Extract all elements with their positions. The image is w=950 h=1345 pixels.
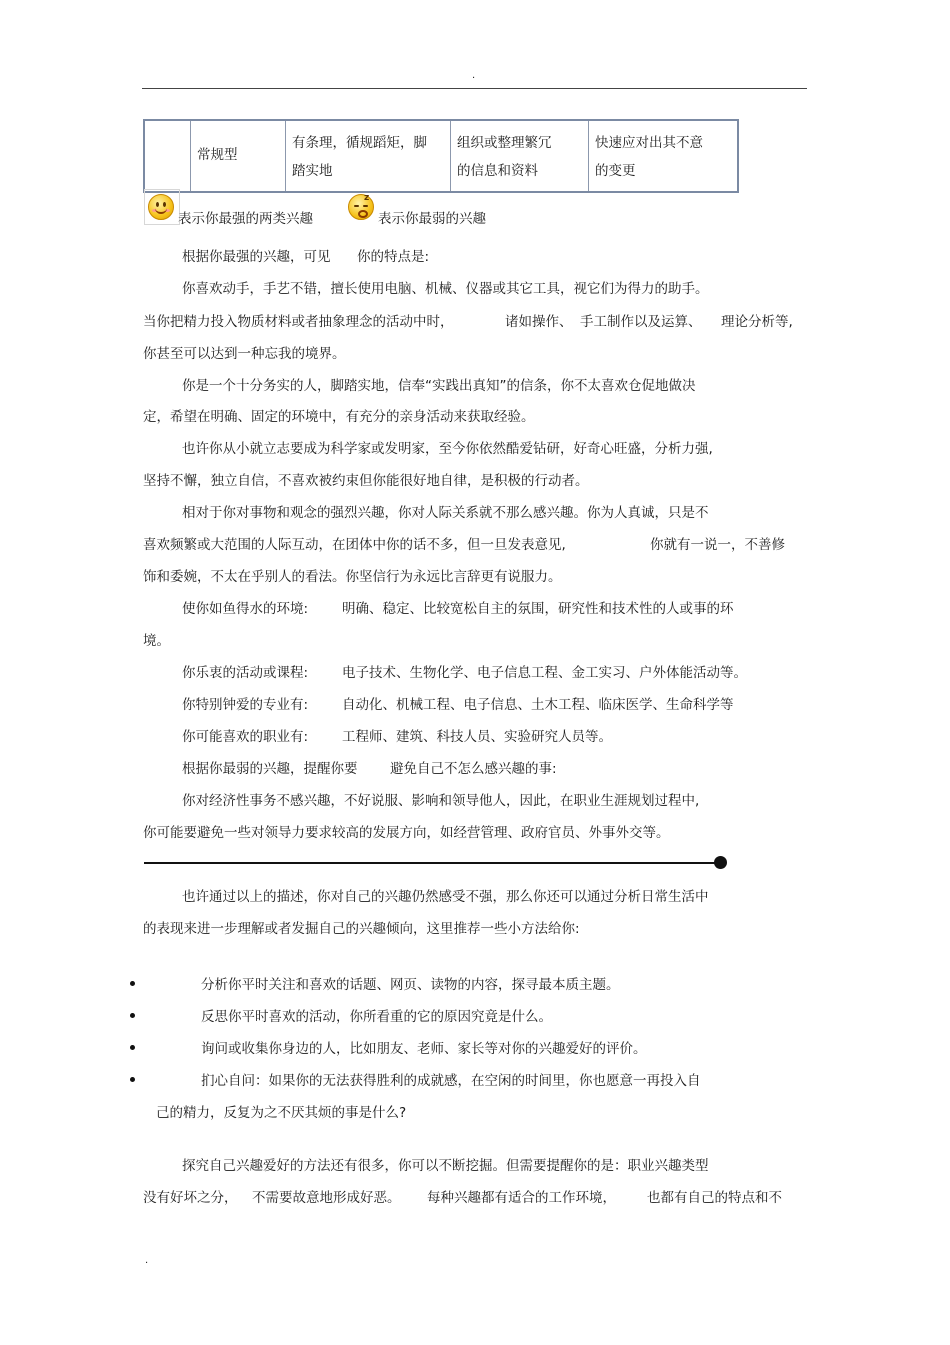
header-rule: [142, 88, 807, 89]
bullet-dot: [130, 1045, 135, 1050]
sleepy-face-icon: z: [348, 194, 374, 220]
table-row: [144, 120, 738, 192]
text-line: 你对经济性事务不感兴趣，不好说服、影响和领导他人，因此，在职业生涯规划过程中,: [182, 793, 700, 809]
text-line: 也许你从小就立志要成为科学家或发明家，至今你依然酷爱钻研，好奇心旺盛，分析力强,: [182, 441, 713, 457]
cell-line: 的变更: [595, 163, 636, 179]
text-line: 电子技术、生物化学、电子信息工程、金工实习、户外体能活动等。: [342, 665, 747, 681]
text-line: 根据你最强的兴趣，可见: [182, 249, 331, 265]
text-line: 每种兴趣都有适合的工作环境，: [427, 1190, 616, 1206]
cell-line: 快速应对出其不意: [595, 135, 703, 151]
bullet-dot: [130, 1077, 135, 1082]
text-line: 探究自己兴趣爱好的方法还有很多，你可以不断挖掘。但需要提醒你的是：职业兴趣类型: [182, 1158, 709, 1174]
cell-line: 踏实地: [292, 163, 333, 179]
text-line: 相对于你对事物和观念的强烈兴趣，你对人际关系就不那么感兴趣。你为人真诚，只是不: [182, 505, 709, 521]
text-line: 你甚至可以达到一种忘我的境界。: [143, 346, 346, 362]
text-line: 你可能喜欢的职业有:: [182, 729, 309, 745]
cell-line: 的信息和资料: [457, 163, 538, 179]
list-item: 扪心自问：如果你的无法获得胜利的成就感，在空闲的时间里，你也愿意一再投入自: [201, 1073, 701, 1089]
text-line: 理论分析等,: [721, 314, 793, 330]
text-line: 你可能要避免一些对领导力要求较高的发展方向，如经营管理、政府官员、外事外交等。: [143, 825, 670, 841]
interest-type-table: [143, 119, 739, 193]
text-line: 手工制作以及运算、: [580, 314, 702, 330]
text-line: 你的特点是:: [357, 249, 430, 265]
legend-strong-label: 表示你最强的两类兴趣: [178, 211, 313, 227]
table-cell-empty: [144, 120, 191, 192]
text-line: 不需要故意地形成好恶。: [252, 1190, 401, 1206]
list-item: 分析你平时关注和喜欢的话题、网页、读物的内容，探寻最本质主题。: [201, 977, 620, 993]
text-line: 也都有自己的特点和不: [647, 1190, 782, 1206]
legend-weak-label: 表示你最弱的兴趣: [378, 211, 486, 227]
text-line: 喜欢频繁或大范围的人际互动，在团体中你的话不多，但一旦发表意见,: [143, 537, 566, 553]
cell-line: 组织或整理繁冗: [457, 135, 552, 151]
list-item: 询问或收集你身边的人，比如朋友、老师、家长等对你的兴趣爱好的评价。: [201, 1041, 647, 1057]
smile-icon: [148, 194, 174, 220]
text-line: 你乐衷的活动或课程:: [182, 665, 309, 681]
table-cell-traits: [286, 120, 451, 192]
table-cell-type: 常规型: [191, 120, 286, 192]
text-line: 你喜欢动手，手艺不错，擅长使用电脑、机械、仪器或其它工具，视它们为得力的助手。: [182, 281, 709, 297]
list-item-continuation: 己的精力，反复为之不厌其烦的事是什么?: [156, 1105, 407, 1121]
table-cell-weakness: [589, 120, 739, 192]
text-line: 明确、稳定、比较宽松自主的氛围，研究性和技术性的人或事的环: [342, 601, 734, 617]
text-line: 定，希望在明确、固定的环境中，有充分的亲身活动来获取经验。: [143, 409, 535, 425]
bullet-dot: [130, 1013, 135, 1018]
text-line: 你就有一说一，不善修: [650, 537, 785, 553]
footer-mark: .: [145, 1255, 149, 1266]
table-cell-strength: [451, 120, 589, 192]
text-line: 也许通过以上的描述，你对自己的兴趣仍然感受不强，那么你还可以通过分析日常生活中: [182, 889, 709, 905]
text-line: 诸如操作、: [505, 314, 573, 330]
text-line: 的表现来进一步理解或者发掘自己的兴趣倾向，这里推荐一些小方法给你:: [143, 921, 580, 937]
cell-line: 有条理，循规蹈矩，脚: [292, 135, 427, 151]
text-line: 当你把精力投入物质材料或者抽象理念的活动中时，: [143, 314, 454, 330]
text-line: 避免自己不怎么感兴趣的事:: [390, 761, 557, 777]
section-divider: [144, 862, 718, 864]
text-line: 自动化、机械工程、电子信息、土木工程、临床医学、生命科学等: [342, 697, 734, 713]
text-line: 没有好坏之分，: [143, 1190, 238, 1206]
list-item: 反思你平时喜欢的活动，你所看重的它的原因究竟是什么。: [201, 1009, 552, 1025]
text-line: 坚持不懈，独立自信，不喜欢被约束但你能很好地自律，是积极的行动者。: [143, 473, 589, 489]
text-line: 你是一个十分务实的人，脚踏实地，信奉“实践出真知”的信条，你不太喜欢仓促地做决: [182, 378, 696, 394]
text-line: 境。: [143, 633, 170, 649]
divider-end-dot: [714, 856, 727, 869]
text-line: 根据你最弱的兴趣，提醒你要: [182, 761, 358, 777]
text-line: 工程师、建筑、科技人员、实验研究人员等。: [342, 729, 612, 745]
text-line: 你特别钟爱的专业有:: [182, 697, 309, 713]
text-line: 饰和委婉，不太在乎别人的看法。你坚信行为永远比言辞更有说服力。: [143, 569, 562, 585]
bullet-dot: [130, 981, 135, 986]
header-mark: .: [472, 70, 476, 81]
text-line: 使你如鱼得水的环境:: [182, 601, 309, 617]
